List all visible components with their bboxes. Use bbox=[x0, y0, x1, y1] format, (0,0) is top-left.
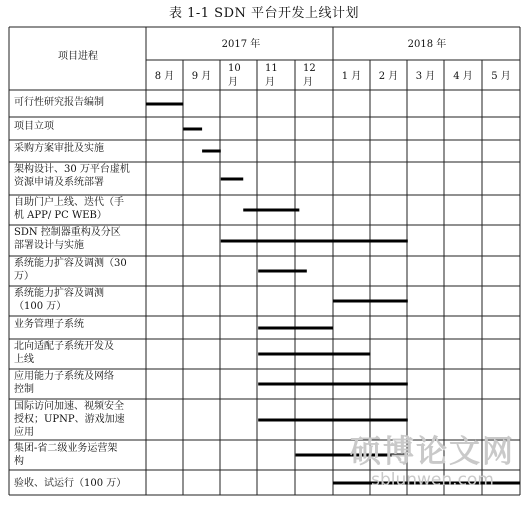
header-month: 1 月 bbox=[341, 71, 362, 82]
header-project-progress: 项目进程 bbox=[58, 51, 98, 62]
task-label: 北向适配子系统开发及 上线 bbox=[14, 341, 114, 365]
watermark-chinese-text: 硕博论文网 bbox=[350, 434, 515, 470]
table-caption: 表 1-1 SDN 平台开发上线计划 bbox=[168, 6, 360, 21]
gantt-bar bbox=[258, 327, 333, 330]
header-year-2017: 2017 年 bbox=[221, 39, 261, 50]
gantt-bar bbox=[258, 353, 370, 356]
gantt-bar bbox=[221, 178, 243, 181]
header-month: 11 月 bbox=[265, 63, 278, 88]
task-label: 国际访问加速、视频安全 授权；UPNP、游戏加速 应用 bbox=[14, 401, 125, 438]
gantt-bar bbox=[202, 150, 221, 153]
task-label: 项目立项 bbox=[14, 121, 54, 132]
task-label: 架构设计、30 万平台虚机 资源申请及系统部署 bbox=[14, 164, 130, 188]
task-label: 可行性研究报告编制 bbox=[14, 97, 104, 108]
gantt-bar bbox=[333, 482, 520, 485]
task-label: 应用能力子系统及网络 控制 bbox=[14, 371, 114, 395]
task-label: 业务管理子系统 bbox=[14, 319, 84, 330]
header-month: 5 月 bbox=[491, 71, 511, 82]
header-month: 8 月 bbox=[154, 71, 175, 82]
task-label: 自助门户上线、迭代（手 机 APP/ PC WEB） bbox=[14, 197, 124, 221]
gantt-bar bbox=[146, 103, 183, 106]
task-label: SDN 控制器重构及分区 部署设计与实施 bbox=[14, 227, 121, 251]
task-label: 集团-省二级业务运营架 构 bbox=[14, 443, 118, 467]
gantt-bar bbox=[221, 240, 408, 243]
header-month: 2 月 bbox=[378, 71, 399, 82]
gantt-bar bbox=[183, 128, 202, 131]
task-label: 系统能力扩容及调测 （100 万） bbox=[14, 288, 104, 312]
gantt-bar bbox=[243, 209, 299, 212]
task-label: 系统能力扩容及调测（30 万） bbox=[14, 258, 127, 282]
task-label: 验收、试运行（100 万） bbox=[14, 478, 127, 489]
gantt-bar bbox=[258, 419, 408, 422]
header-year-2018: 2018 年 bbox=[407, 39, 447, 50]
header-month: 9 月 bbox=[191, 71, 212, 82]
header-month: 3 月 bbox=[415, 71, 436, 82]
gantt-bar bbox=[296, 454, 408, 457]
header-month: 10 月 bbox=[228, 63, 241, 88]
header-month: 12 月 bbox=[303, 63, 316, 88]
watermark-url-text: sblunwen.com bbox=[371, 470, 494, 490]
header-month: 4 月 bbox=[453, 71, 473, 82]
gantt-bar bbox=[333, 300, 408, 303]
gantt-bar bbox=[258, 270, 307, 273]
task-label: 采购方案审批及实施 bbox=[14, 143, 104, 154]
gantt-bar bbox=[258, 383, 408, 386]
